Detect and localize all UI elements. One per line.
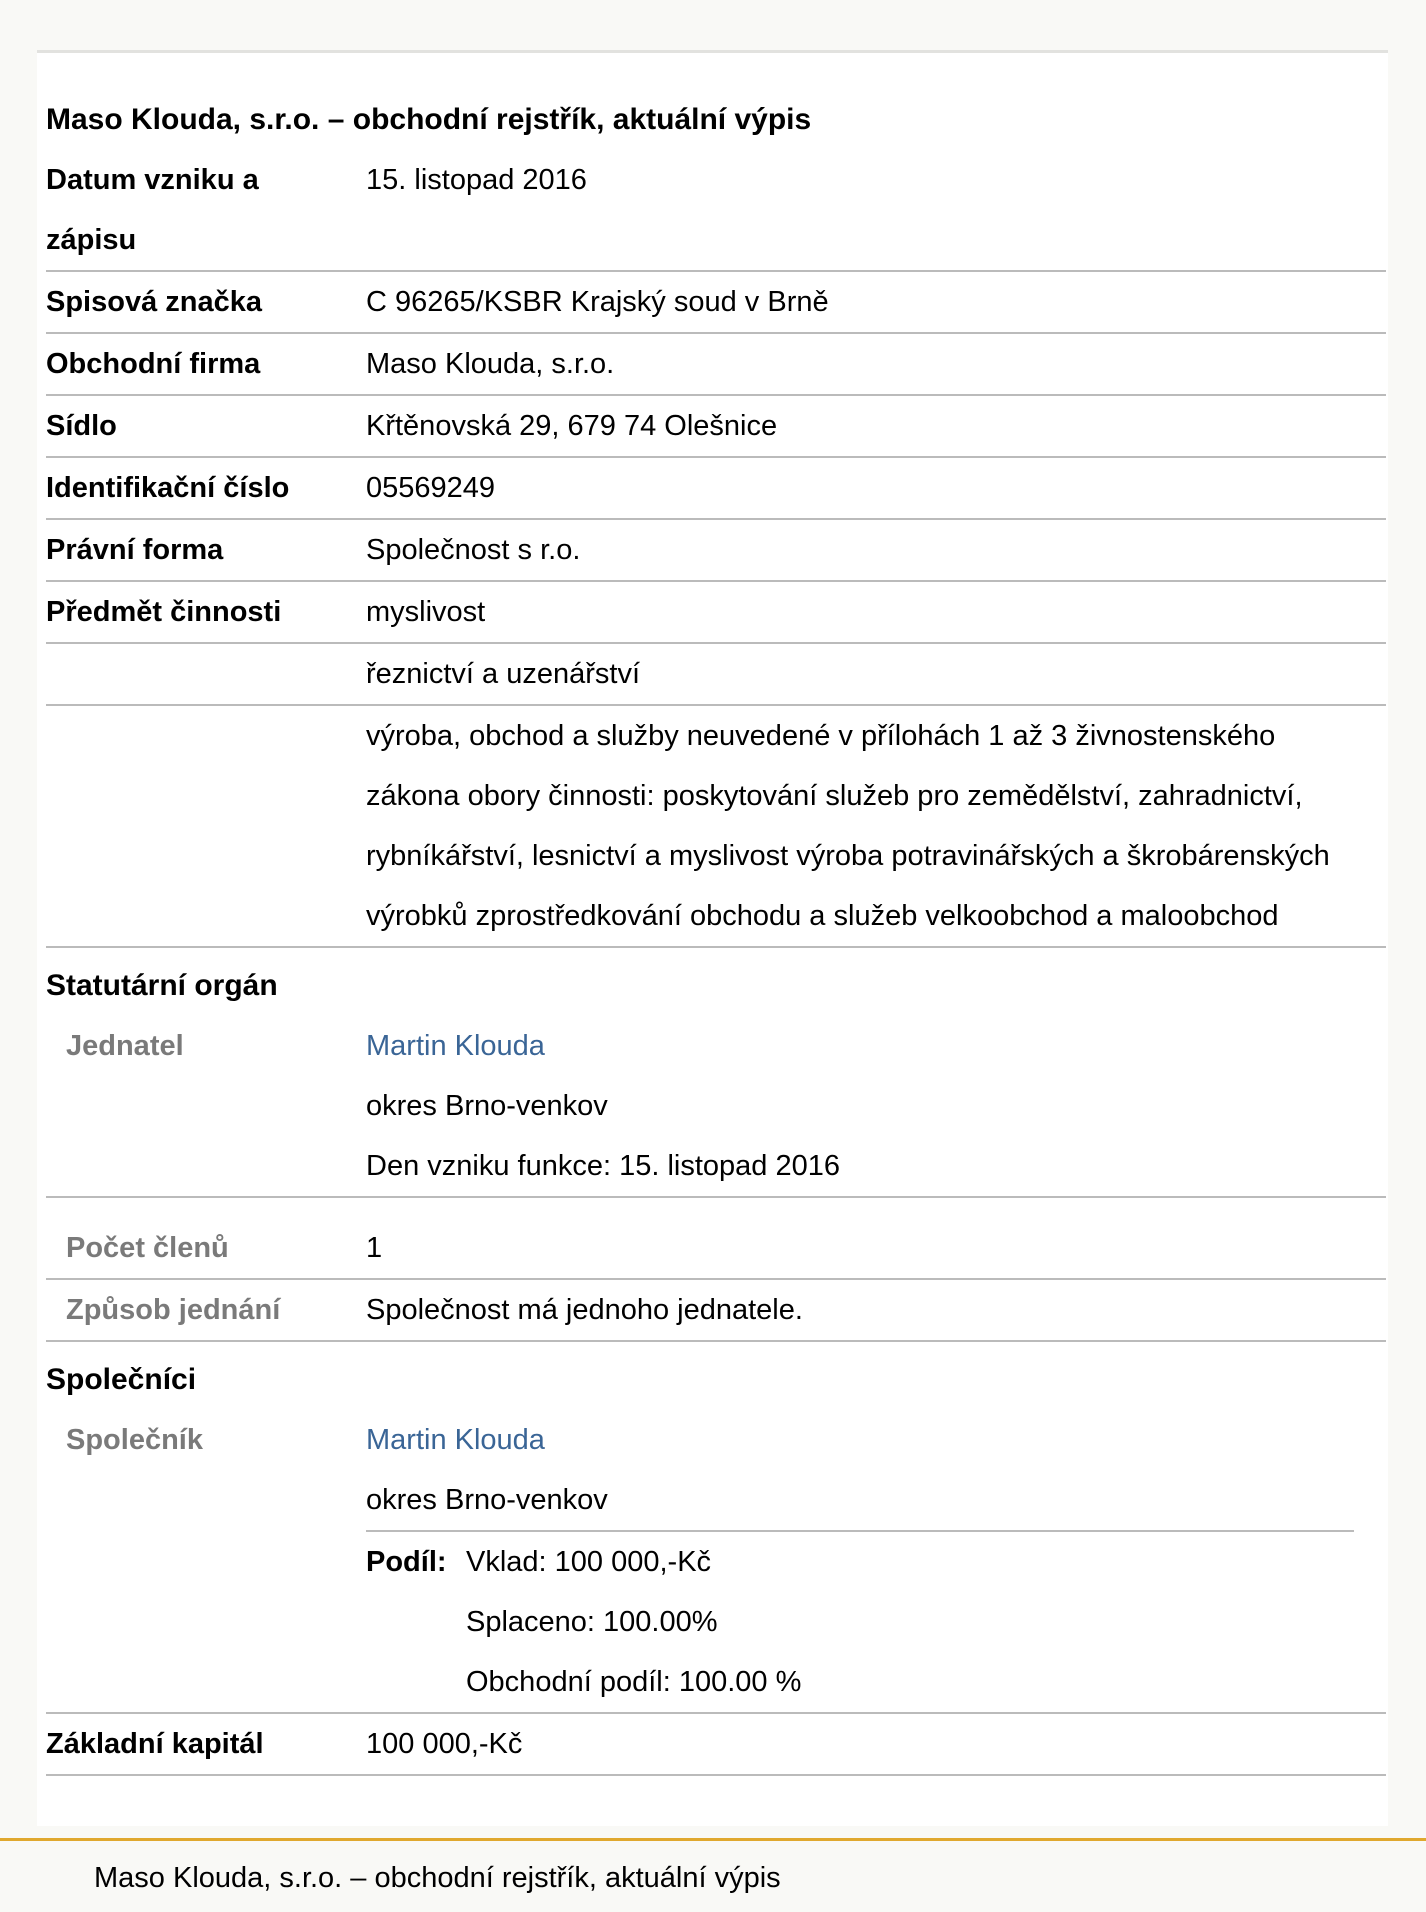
- jednatel-okres: okres Brno-venkov: [366, 1090, 608, 1122]
- row-datum-vzniku: [46, 150, 1386, 272]
- spolecnik-okres: okres Brno-venkov: [366, 1484, 608, 1516]
- row-ico: [46, 458, 1386, 520]
- forma-value: Společnost s r.o.: [366, 534, 581, 566]
- podil-block: [366, 1530, 1354, 1712]
- row-pocet-clenu: [46, 1218, 1386, 1280]
- page-title: Maso Klouda, s.r.o. – obchodní rejstřík, aktuální výpis: [46, 103, 812, 136]
- podil-vklad: Vklad: 100 000,-Kč: [466, 1546, 712, 1578]
- spisova-label: Spisová značka: [46, 286, 262, 318]
- row-sidlo: [46, 396, 1386, 458]
- row-zpusob-jednani: [46, 1280, 1386, 1342]
- predmet-label: Předmět činnosti: [46, 596, 282, 628]
- row-spisova-znacka: [46, 272, 1386, 334]
- sidlo-label: Sídlo: [46, 410, 117, 442]
- spolecnici-heading: Společníci: [46, 1363, 197, 1396]
- pocet-label: Počet členů: [66, 1232, 229, 1264]
- register-extract: [46, 90, 1386, 1776]
- spolecnik-name-link[interactable]: Martin Klouda: [366, 1424, 545, 1456]
- podil-splaceno: Splaceno: 100.00%: [466, 1606, 718, 1638]
- row-predmet-3: [46, 706, 1386, 948]
- statutarni-heading: Statutární orgán: [46, 969, 278, 1002]
- forma-label: Právní forma: [46, 534, 224, 566]
- zpusob-value: Společnost má jednoho jednatele.: [366, 1294, 803, 1326]
- zpusob-label: Způsob jednání: [66, 1294, 281, 1326]
- datum-value: 15. listopad 2016: [366, 164, 587, 196]
- sidlo-value: Křtěnovská 29, 679 74 Olešnice: [366, 410, 778, 442]
- predmet-item: myslivost: [366, 596, 486, 628]
- row-spolecnik: [46, 1410, 1386, 1714]
- row-zakladni-kapital: [46, 1714, 1386, 1776]
- predmet-item: výroba, obchod a služby neuvedené v přílohách 1 až 3 živnostenského zákona obory činnosti: poskytování služeb pro zemědělství, zahradnictví, rybníkářství, lesnictví a myslivost výroba potravinářských a škrobárenských výrobků zprostředkování obchodu a služeb velkoobchod a maloobchod: [366, 720, 1330, 932]
- podil-label: Podíl:: [366, 1546, 447, 1578]
- row-predmet-1: [46, 582, 1386, 644]
- row-jednatel: [46, 1016, 1386, 1198]
- jednatel-label: Jednatel: [66, 1030, 184, 1062]
- ico-value: 05569249: [366, 472, 496, 504]
- kapital-value: 100 000,-Kč: [366, 1728, 523, 1760]
- footer-title: Maso Klouda, s.r.o. – obchodní rejstřík, aktuální výpis: [94, 1862, 781, 1894]
- podil-values: [466, 1532, 801, 1712]
- row-obchodni-firma: [46, 334, 1386, 396]
- ico-label: Identifikační číslo: [46, 472, 290, 504]
- row-pravni-forma: [46, 520, 1386, 582]
- firma-label: Obchodní firma: [46, 348, 261, 380]
- kapital-label: Základní kapitál: [46, 1728, 264, 1760]
- row-predmet-2: [46, 644, 1386, 706]
- footer-divider: [0, 1838, 1426, 1841]
- podil-obchodni: Obchodní podíl: 100.00 %: [466, 1666, 802, 1698]
- spolecnik-value: [366, 1410, 1386, 1712]
- spolecnik-label: Společník: [66, 1424, 203, 1456]
- spisova-value: C 96265/KSBR Krajský soud v Brně: [366, 286, 829, 318]
- firma-value: Maso Klouda, s.r.o.: [366, 348, 615, 380]
- pocet-value: 1: [366, 1232, 383, 1264]
- predmet-item: řeznictví a uzenářství: [366, 658, 640, 690]
- jednatel-den-vzniku: Den vzniku funkce: 15. listopad 2016: [366, 1150, 840, 1182]
- jednatel-name-link[interactable]: Martin Klouda: [366, 1030, 545, 1062]
- jednatel-value: [366, 1016, 1386, 1196]
- datum-label: Datum vzniku a zápisu: [46, 164, 259, 256]
